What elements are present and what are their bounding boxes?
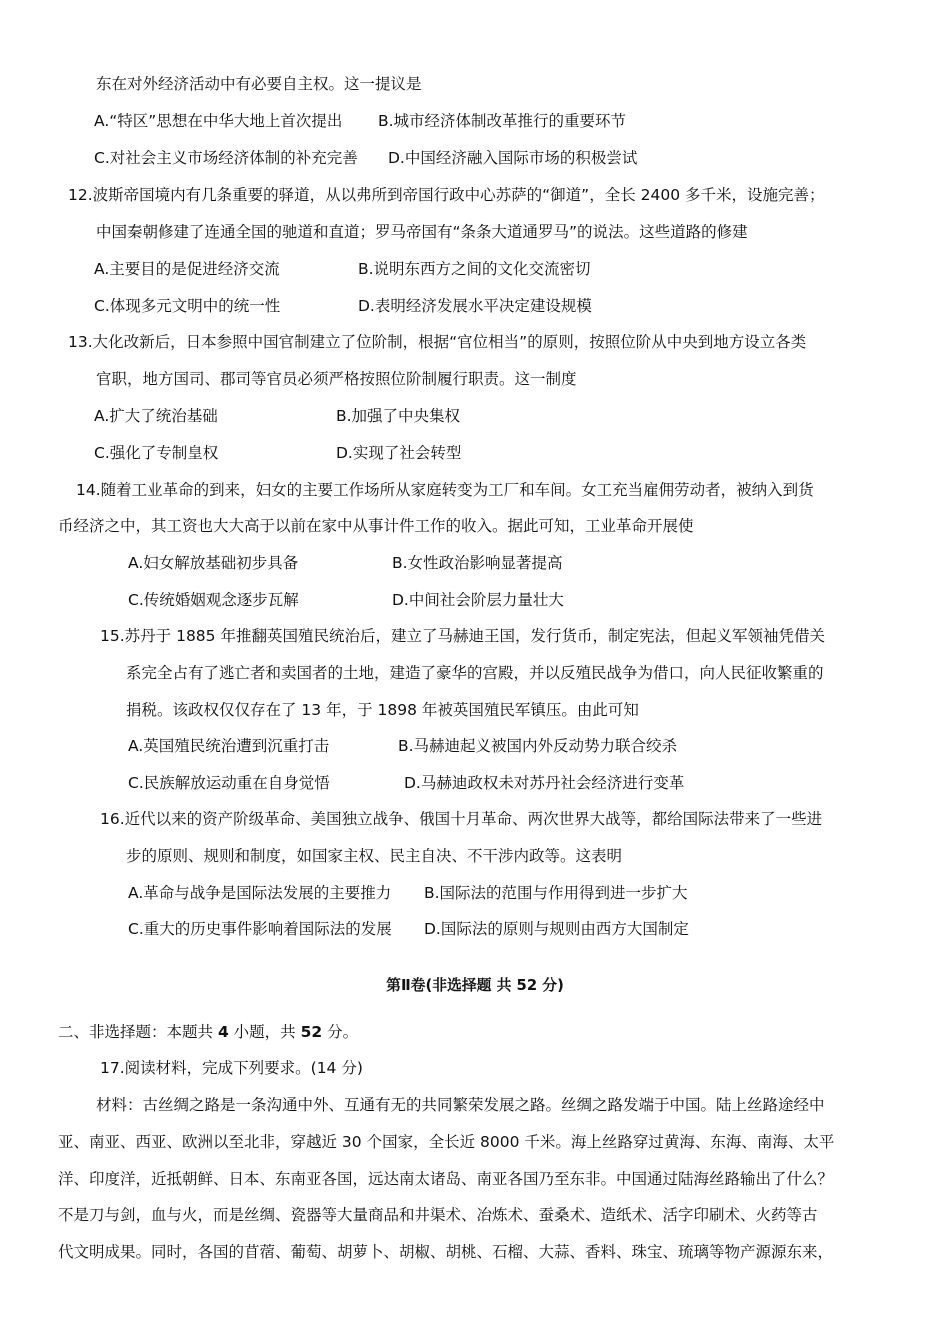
q17-material-line-4: 不是刀与剑，血与火，而是丝绸、瓷器等大量商品和井渠术、冶炼术、蚕桑术、造纸术、活字印刷术、火药等古 [58, 1206, 818, 1224]
q15-option-d: D.马赫迪政权未对苏丹社会经济进行变革 [404, 774, 685, 792]
q11-stem-tail: 东在对外经济活动中有必要自主权。这一提议是 [96, 75, 422, 93]
q16-stem-line-1: 16.近代以来的资产阶级革命、美国独立战争、俄国十月革命、两次世界大战等，都给国际法带来了一些进 [100, 810, 823, 828]
q15-option-a: A.英国殖民统治遭到沉重打击 [128, 737, 330, 755]
q16-option-a: A.革命与战争是国际法发展的主要推力 [128, 884, 392, 902]
section-header-mid: 小题，共 [228, 1023, 301, 1041]
q11-option-a: A.“特区”思想在中华大地上首次提出 [94, 112, 343, 130]
q15-option-c: C.民族解放运动重在自身觉悟 [128, 774, 330, 792]
q14-option-c: C.传统婚姻观念逐步瓦解 [128, 591, 299, 609]
q15-stem-line-2: 系完全占有了逃亡者和卖国者的土地，建造了豪华的宫殿，并以反殖民战争为借口，向人民征收繁重的 [126, 664, 824, 682]
q12-option-c: C.体现多元文明中的统一性 [94, 297, 281, 315]
q16-option-b: B.国际法的范围与作用得到进一步扩大 [424, 884, 688, 902]
part-two-title: 第Ⅱ卷(非选择题 共 52 分) [386, 977, 564, 994]
q13-option-d: D.实现了社会转型 [336, 444, 462, 462]
q13-stem-line-2: 官职，地方国司、郡司等官员必须严格按照位阶制履行职责。这一制度 [96, 370, 577, 388]
q14-stem-line-1: 14.随着工业革命的到来，妇女的主要工作场所从家庭转变为工厂和车间。女工充当雇佣劳动者，被纳入到货 [76, 481, 814, 499]
q12-option-d: D.表明经济发展水平决定建设规模 [358, 297, 592, 315]
q12-option-b: B.说明东西方之间的文化交流密切 [358, 260, 591, 278]
section-question-count: 4 [217, 1023, 229, 1041]
q17-material-line-5: 代文明成果。同时，各国的苜蓿、葡萄、胡萝卜、胡椒、胡桃、石榴、大蒜、香料、珠宝、琉璃等物产源源东来， [58, 1243, 834, 1261]
q17-material-line-1: 材料：古丝绸之路是一条沟通中外、互通有无的共同繁荣发展之路。丝绸之路发端于中国。陆上丝路途经中 [96, 1096, 825, 1114]
section-total-score: 52 [300, 1023, 323, 1041]
section-header [58, 1021, 358, 1043]
q17-material-line-3: 洋、印度洋，近抵朝鲜、日本、东南亚各国，远达南太诸岛、南亚各国乃至东非。中国通过陆海丝路输出了什么？ [58, 1170, 834, 1188]
q14-option-d: D.中间社会阶层力量壮大 [392, 591, 564, 609]
q14-option-b: B.女性政治影响显著提高 [392, 554, 563, 572]
q11-option-c: C.对社会主义市场经济体制的补充完善 [94, 149, 358, 167]
q13-option-c: C.强化了专制皇权 [94, 444, 219, 462]
q14-option-a: A.妇女解放基础初步具备 [128, 554, 299, 572]
q15-stem-line-3: 捐税。该政权仅仅存在了 13 年，于 1898 年被英国殖民军镇压。由此可知 [126, 701, 639, 719]
q12-stem-line-1: 12.波斯帝国境内有几条重要的驿道，从以弗所到帝国行政中心苏萨的“御道”，全长 2400 多千米，设施完善； [68, 186, 825, 204]
q15-stem-line-1: 15.苏丹于 1885 年推翻英国殖民统治后，建立了马赫迪王国，发行货币，制定宪法，但起义军领袖凭借关 [100, 627, 825, 645]
q13-stem-line-1: 13.大化改新后，日本参照中国官制建立了位阶制，根据“官位相当”的原则，按照位阶从中央到地方设立各类 [68, 333, 807, 351]
section-header-prefix: 二、非选择题：本题共 [58, 1023, 218, 1041]
q11-option-b: B.城市经济体制改革推行的重要环节 [378, 112, 627, 130]
q14-stem-line-2: 币经济之中，其工资也大大高于以前在家中从事计件工作的收入。据此可知，工业革命开展使 [58, 517, 694, 535]
q17-header: 17.阅读材料，完成下列要求。(14 分) [100, 1059, 363, 1077]
q12-option-a: A.主要目的是促进经济交流 [94, 260, 280, 278]
q16-stem-line-2: 步的原则、规则和制度，如国家主权、民主自决、不干涉内政等。这表明 [126, 847, 623, 865]
q13-option-b: B.加强了中央集权 [336, 407, 461, 425]
q12-stem-line-2: 中国秦朝修建了连通全国的驰道和直道；罗马帝国有“条条大道通罗马”的说法。这些道路的修建 [96, 223, 748, 241]
q16-option-c: C.重大的历史事件影响着国际法的发展 [128, 920, 392, 938]
section-header-suffix: 分。 [322, 1023, 359, 1041]
q13-option-a: A.扩大了统治基础 [94, 407, 218, 425]
q15-option-b: B.马赫迪起义被国内外反动势力联合绞杀 [398, 737, 678, 755]
q16-option-d: D.国际法的原则与规则由西方大国制定 [424, 920, 689, 938]
q17-material-line-2: 亚、南亚、西亚、欧洲以至北非，穿越近 30 个国家，全长近 8000 千米。海上丝路穿过黄海、东海、南海、太平 [58, 1133, 835, 1151]
q11-option-d: D.中国经济融入国际市场的积极尝试 [388, 149, 638, 167]
